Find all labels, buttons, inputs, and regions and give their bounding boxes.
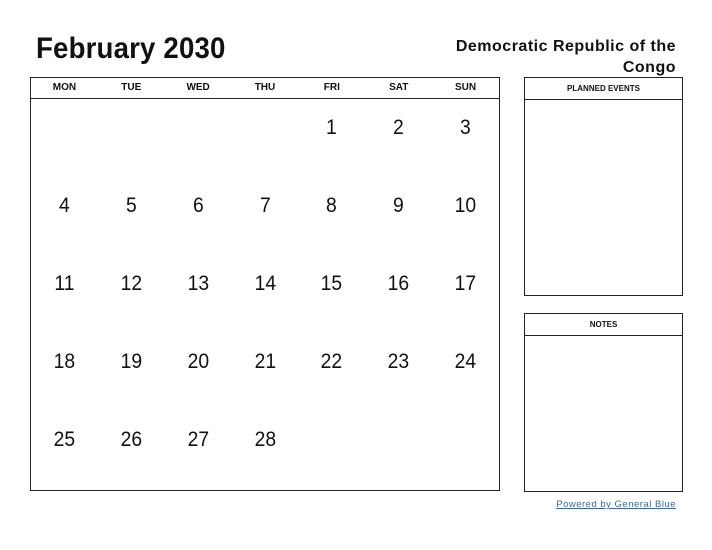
- calendar-day-cell: 4: [59, 194, 70, 217]
- calendar-day-cell: [34, 99, 95, 177]
- calendar-day-cell: 2: [393, 116, 405, 139]
- calendar-day-cell: 17: [454, 272, 477, 295]
- calendar-day-cell: 1: [326, 116, 338, 139]
- calendar-day-cell: [167, 99, 229, 177]
- country-name: Democratic Republic of the Congo: [455, 38, 676, 76]
- calendar-day-cell: 24: [454, 350, 477, 373]
- calendar-day-cell: 8: [326, 194, 338, 217]
- weekday-sun: SUN: [455, 82, 477, 93]
- page-title: February 2030: [36, 32, 226, 65]
- calendar-day-cell: 12: [120, 272, 143, 295]
- calendar-day-cell: [234, 99, 296, 177]
- calendar-day-cell: 6: [192, 194, 204, 217]
- calendar-day-cell: 19: [120, 350, 143, 373]
- notes-panel: [524, 313, 683, 492]
- weekday-fri: FRI: [323, 82, 340, 93]
- calendar-day-cell: 3: [460, 116, 471, 139]
- planned-events-panel: [524, 77, 683, 296]
- calendar-day-cell: 27: [187, 428, 209, 451]
- calendar-day-cell: 5: [125, 194, 137, 217]
- notes-title: NOTES: [525, 314, 682, 336]
- weekday-tue: TUE: [121, 82, 142, 93]
- weekday-thu: THU: [254, 82, 276, 93]
- calendar-day-cell: 28: [254, 428, 276, 451]
- calendar-day-cell: 25: [53, 428, 76, 451]
- calendar-day-cell: 14: [254, 272, 276, 295]
- planned-events-title: PLANNED EVENTS: [525, 78, 682, 100]
- calendar-grid: [30, 77, 500, 491]
- calendar-day-cell: [301, 411, 363, 489]
- calendar-day-cell: 11: [54, 272, 75, 295]
- weekday-sat: SAT: [389, 82, 409, 93]
- calendar-day-cell: [101, 99, 163, 177]
- calendar-day-cell: 16: [387, 272, 410, 295]
- calendar-day-cell: 7: [259, 194, 271, 217]
- calendar-day-cell: 23: [387, 350, 410, 373]
- calendar-day-cell: [435, 411, 496, 489]
- calendar-day-cell: 15: [321, 272, 343, 295]
- calendar-day-cell: 20: [187, 350, 209, 373]
- weekday-header-row: [31, 78, 499, 99]
- calendar-day-cell: 9: [393, 194, 405, 217]
- calendar-day-cell: [368, 411, 430, 489]
- calendar-day-cell: 21: [254, 350, 276, 373]
- calendar-day-cell: 26: [120, 428, 143, 451]
- weekday-mon: MON: [52, 82, 77, 93]
- calendar-day-cell: 22: [321, 350, 343, 373]
- calendar-day-cell: 18: [53, 350, 76, 373]
- calendar-day-cell: 10: [454, 194, 477, 217]
- calendar-days: [31, 99, 499, 489]
- powered-by-link[interactable]: Powered by General Blue: [556, 499, 676, 510]
- weekday-wed: WED: [186, 82, 210, 93]
- calendar-day-cell: 13: [187, 272, 209, 295]
